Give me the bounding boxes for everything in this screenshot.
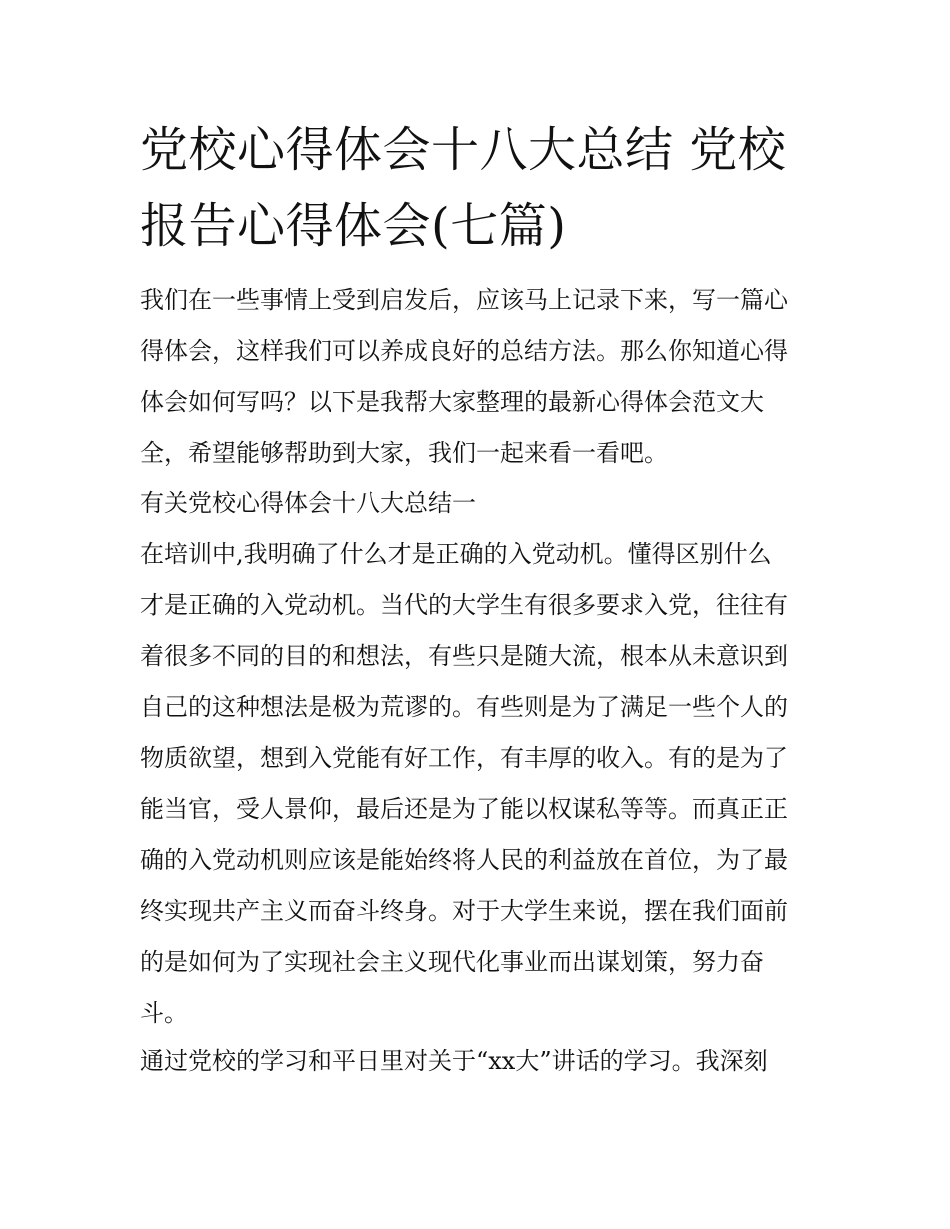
- intro-line-1: 我们在一些事情上受到启发后，应该马上记录下来，写一篇心: [140, 286, 788, 314]
- body-line-3: 着很多不同的目的和想法，有些只是随大流，根本从未意识到: [140, 642, 788, 670]
- intro-line-2: 得体会，这样我们可以养成良好的总结方法。那么你知道心得: [140, 337, 788, 365]
- body-paragraph: [140, 529, 820, 1039]
- intro-line-4: 全，希望能够帮助到大家，我们一起来看一看吧。: [140, 439, 668, 467]
- next-paragraph: [140, 1036, 820, 1087]
- body-line-1: 在培训中,我明确了什么才是正确的入党动机。懂得区别什么: [140, 540, 772, 568]
- section-heading-text: 有关党校心得体会十八大总结一: [140, 489, 476, 517]
- body-line-7: 确的入党动机则应该是能始终将人民的利益放在首位，为了最: [140, 846, 788, 874]
- body-line-4: 自己的这种想法是极为荒谬的。有些则是为了满足一些个人的: [140, 693, 788, 721]
- intro-paragraph: [140, 275, 820, 479]
- section-heading: [140, 478, 820, 529]
- next-paragraph-line-1: 通过党校的学习和平日里对关于“xx大”讲话的学习。我深刻: [140, 1047, 768, 1075]
- title-line-1: 党校心得体会十八大总结 党校: [140, 122, 787, 178]
- body-line-6: 能当官，受人景仰，最后还是为了能以权谋私等等。而真正正: [140, 795, 788, 823]
- body-line-2: 才是正确的入党动机。当代的大学生有很多要求入党，往往有: [140, 591, 788, 619]
- body-line-5: 物质欲望，想到入党能有好工作，有丰厚的收入。有的是为了: [140, 744, 788, 772]
- intro-line-3: 体会如何写吗？以下是我帮大家整理的最新心得体会范文大: [140, 388, 764, 416]
- document-title: [140, 112, 830, 264]
- title-line-2: 报告心得体会(七篇): [140, 198, 567, 254]
- body-line-8: 终实现共产主义而奋斗终身。对于大学生来说，摆在我们面前: [140, 897, 788, 925]
- body-line-10: 斗。: [140, 999, 188, 1027]
- body-line-9: 的是如何为了实现社会主义现代化事业而出谋划策，努力奋: [140, 948, 764, 976]
